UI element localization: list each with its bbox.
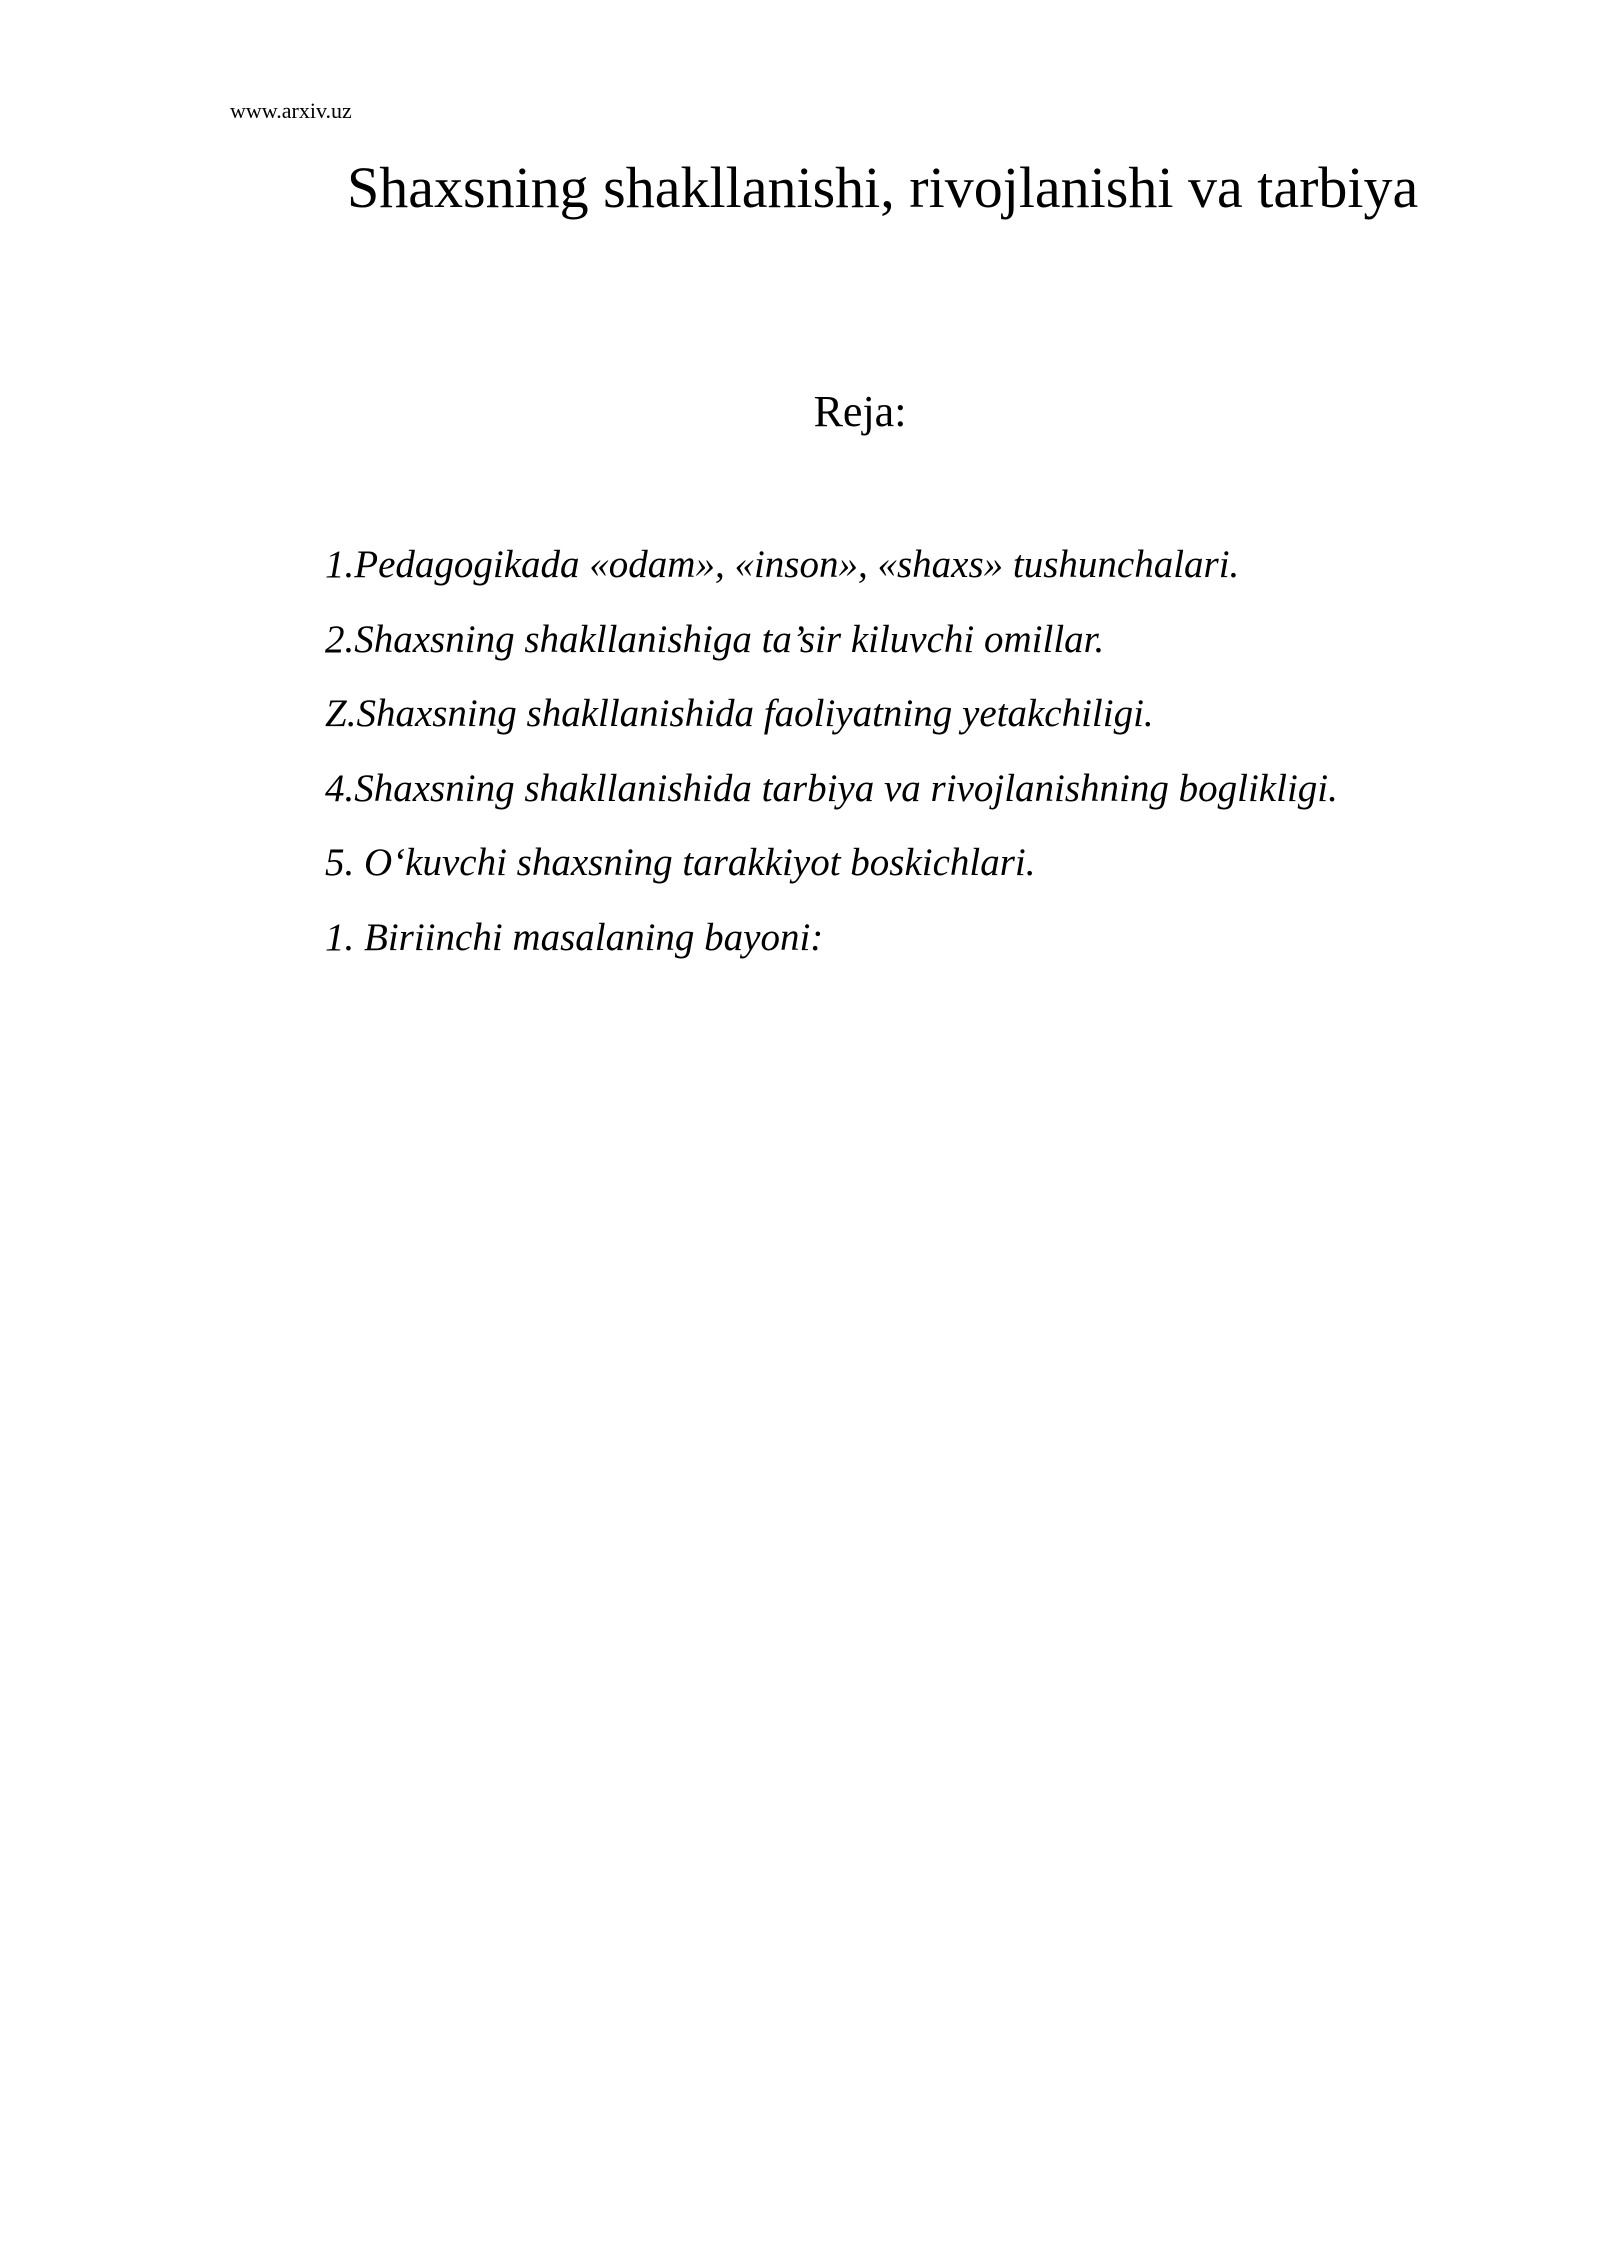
document-title: Shaxsning shakllanishi, rivojlanishi va tarbiya [347,155,1419,220]
plan-item: 4.Shaxsning shakllanishida tarbiya va rivojlanishning boglikligi. [325,766,1338,810]
plan-item: 5. O‘kuvchi shaxsning tarakkiyot boskichlari. [325,841,1036,884]
plan-item: Z.Shaxsning shakllanishida faoliyatning yetakchiligi. [325,692,1154,735]
plan-item: 2.Shaxsning shakllanishiga ta’sir kiluvchi omillar. [325,617,1105,661]
plan-item: 1.Pedagogikada «odam», «inson», «shaxs» tushunchalari. [325,543,1240,586]
plan-heading: Reja: [813,387,907,436]
plan-list [325,528,1338,975]
plan-item: 1. Biriinchi masalaning bayoni: [325,915,824,959]
source-url: www.arxiv.uz [230,98,352,123]
